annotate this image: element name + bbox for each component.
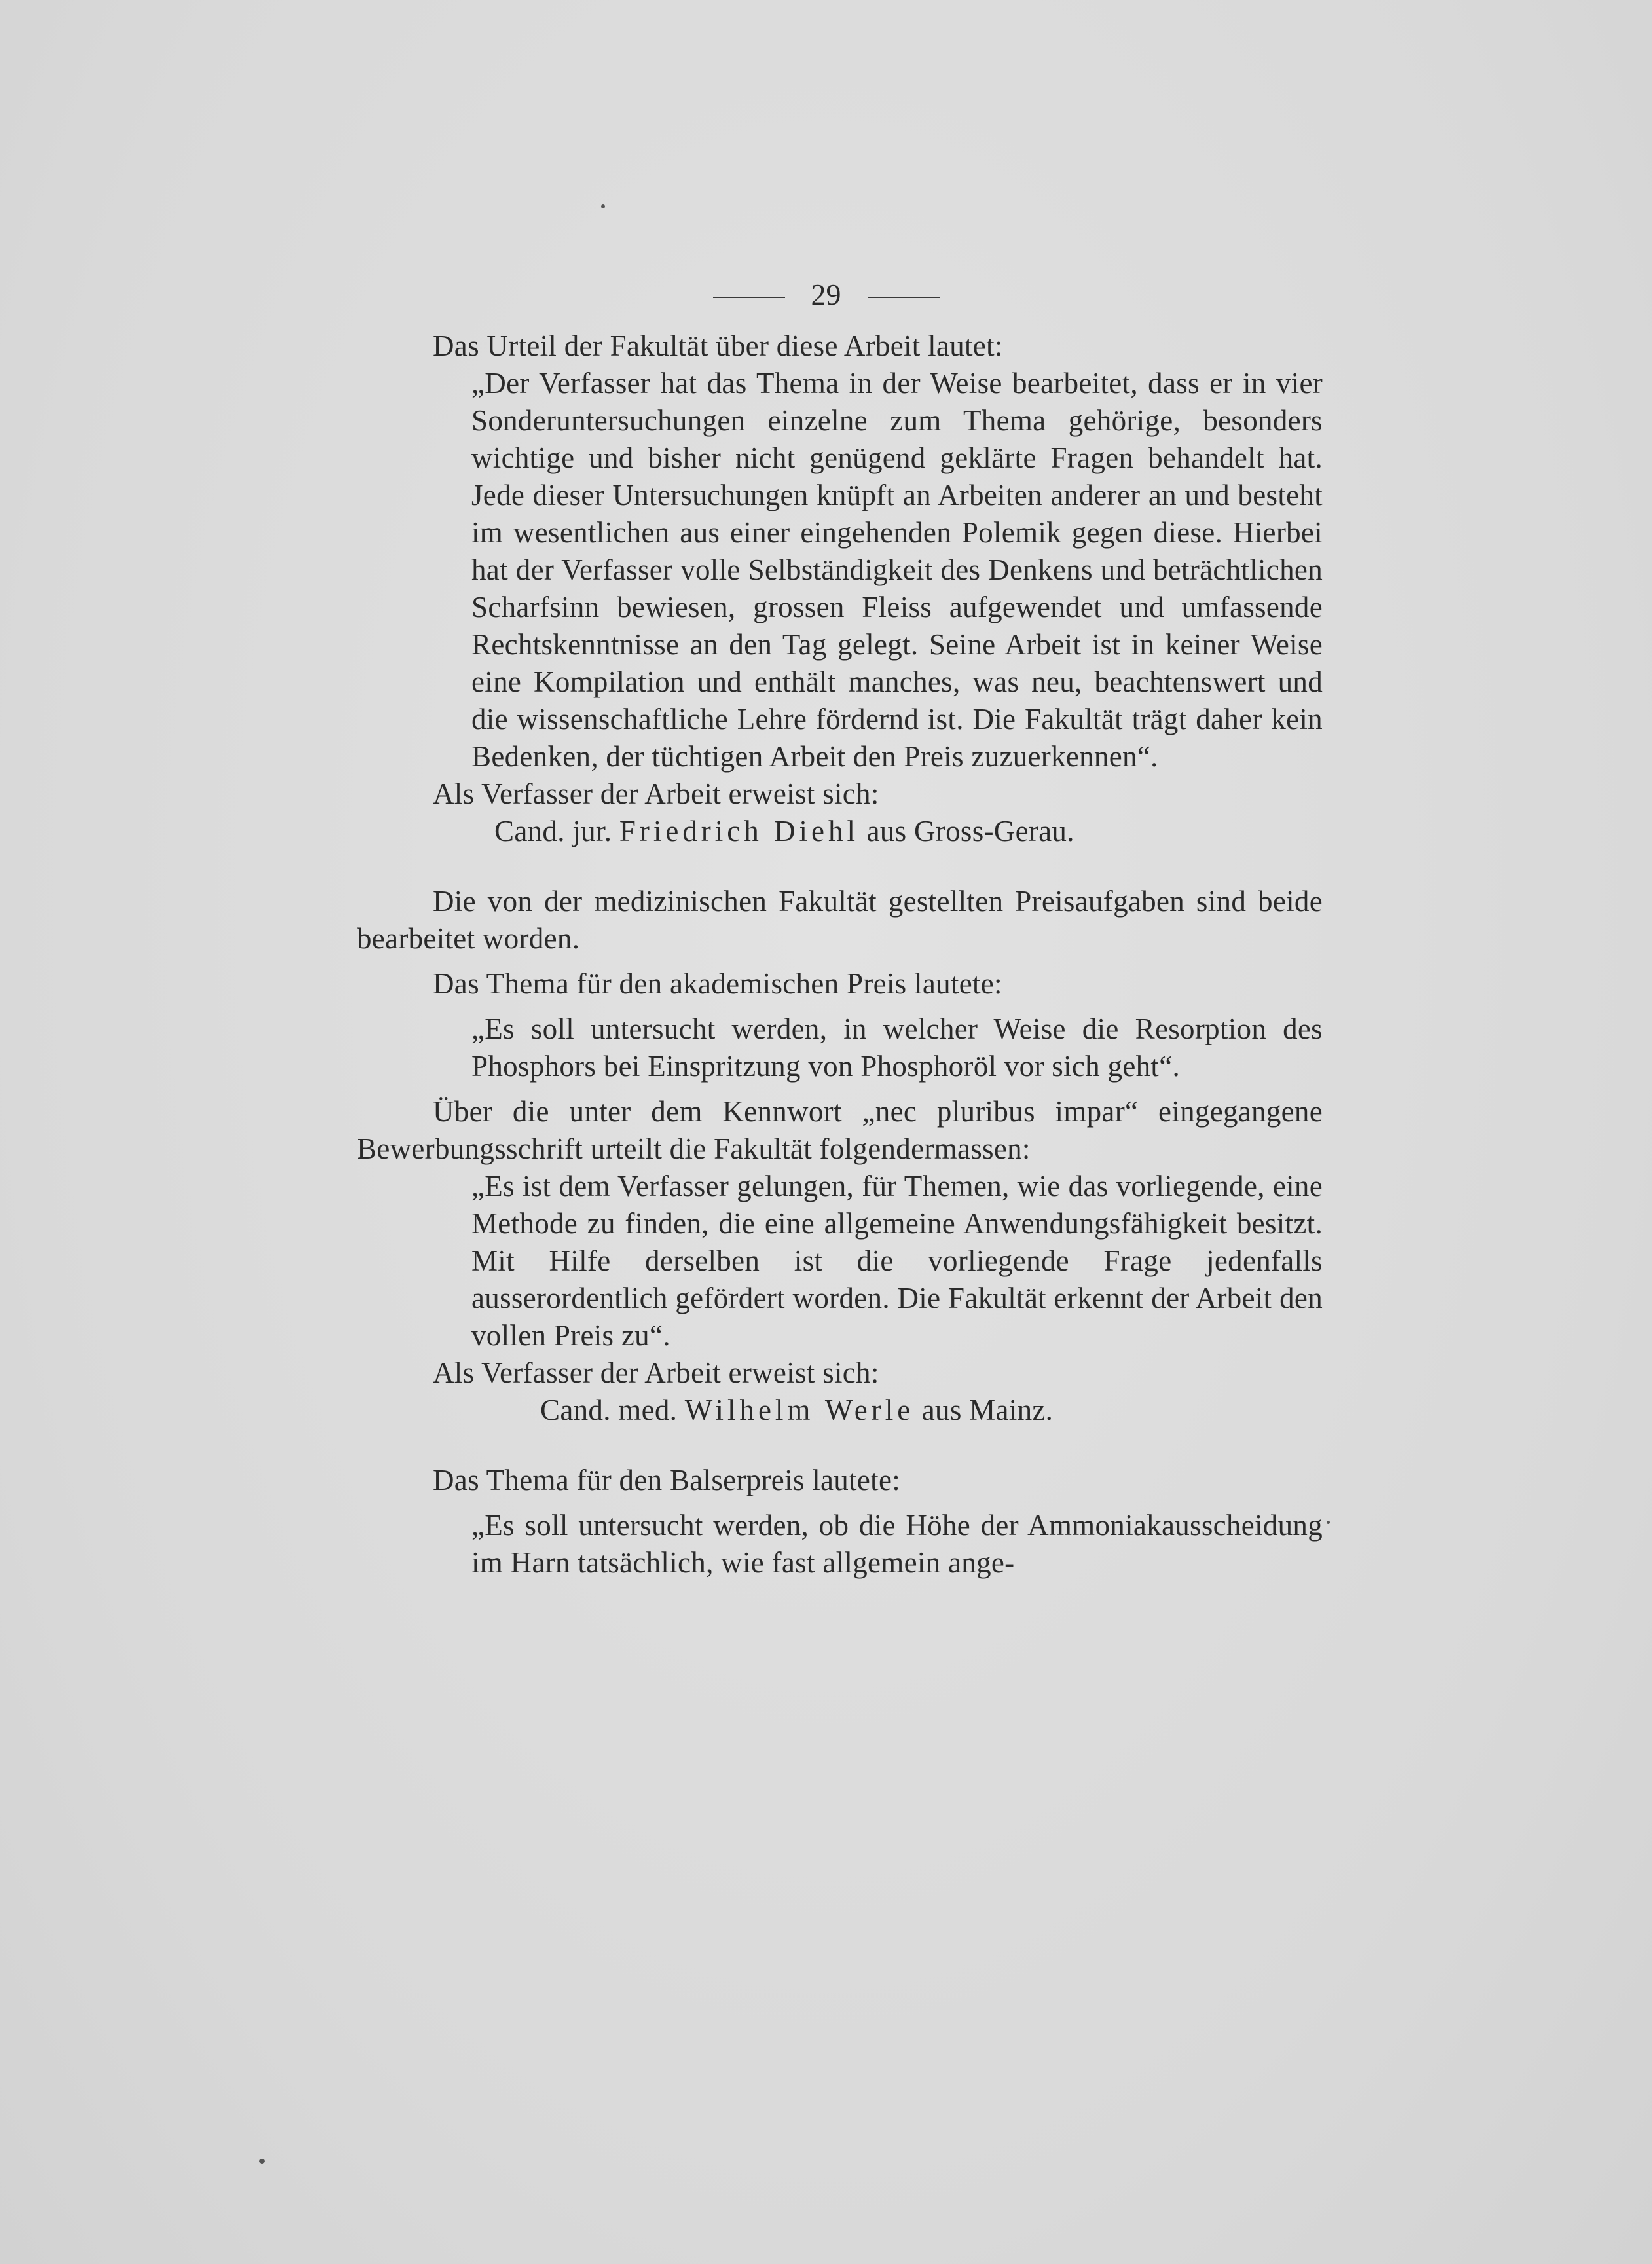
quote-ammoniak-thema: „Es soll untersucht werden, ob die Höhe der Ammoniakausscheidung im Harn tatsächlich, wie fast allgemein ange-: [471, 1509, 1323, 1579]
author-2-origin: aus Mainz.: [921, 1394, 1054, 1426]
author-1-prefix: Cand. jur.: [494, 815, 612, 847]
paper-speck: [259, 2159, 265, 2164]
paragraph-medizin-preisaufgaben: Die von der medizinischen Fakultät gestellten Preisaufgaben sind beide bearbeitet worden.: [357, 885, 1323, 955]
paragraph-akademischer-preis: Das Thema für den akademischen Preis lautete:: [433, 967, 1002, 1000]
page-header: [0, 275, 1652, 314]
author-1-name: Friedrich Diehl: [619, 815, 859, 847]
author-line-2: [357, 1392, 1323, 1429]
quote-med-judgement: „Es ist dem Verfasser gelungen, für Themen, wie das vorliegende, eine Methode zu finden, die eine allgemeine Anwendungsfähigkeit besitzt. Mit Hilfe derselben ist die vorliegende Frage jedenfalls ausserordentlich gefördert worden. Die Fakultät erkennt der Arbeit den vollen Preis zu“.: [471, 1170, 1323, 1352]
author-line-1: [357, 813, 1323, 850]
quote-phosphor-thema: „Es soll untersucht werden, in welcher Weise die Resorption des Phosphors bei Einspritzung von Phosphoröl vor sich geht“.: [471, 1012, 1323, 1083]
author-1-origin: aus Gross-Gerau.: [866, 815, 1074, 847]
paragraph-balserpreis: Das Thema für den Balserpreis lautete:: [433, 1464, 901, 1496]
header-rule-right: [868, 297, 940, 298]
paragraph-verfasser-2: Als Verfasser der Arbeit erweist sich:: [433, 1356, 879, 1389]
paragraph-kennwort: Über die unter dem Kennwort „nec pluribus impar“ eingegangene Bewerbungsschrift urteilt die Fakultät folgendermassen:: [357, 1095, 1323, 1165]
paragraph-fakultaet-urteil: Das Urteil der Fakultät über diese Arbeit lautet:: [433, 329, 1003, 362]
paragraph-verfasser-1: Als Verfasser der Arbeit erweist sich:: [433, 777, 879, 810]
author-2-name: Wilhelm Werle: [684, 1394, 915, 1426]
page-number: 29: [811, 278, 841, 311]
author-2-prefix: Cand. med.: [540, 1394, 678, 1426]
quote-jur-judgement: „Der Verfasser hat das Thema in der Weise bearbeitet, dass er in vier Sonderuntersuchungen einzelne zum Thema gehörige, besonders wichtige und bisher nicht genügend geklärte Fragen behandelt hat. Jede dieser Untersuchungen knüpft an Arbeiten anderer an und besteht im wesentlichen aus einer eingehenden Polemik gegen diese. Hierbei hat der Verfasser volle Selbständigkeit des Denkens und beträchtlichen Scharfsinn bewiesen, grossen Fleiss aufgewendet und umfassende Rechtskenntnisse an den Tag gelegt. Seine Arbeit ist in keiner Weise eine Kompilation und enthält manches, was neu, beachtenswert und die wissenschaftliche Lehre fördernd ist. Die Fakultät trägt daher kein Bedenken, der tüchtigen Arbeit den Preis zuzuerkennen“.: [471, 367, 1323, 773]
paper-speck: [1327, 1521, 1330, 1524]
body-text: [357, 327, 1323, 1582]
paper-speck: [601, 204, 605, 208]
header-rule-left: [713, 297, 785, 298]
